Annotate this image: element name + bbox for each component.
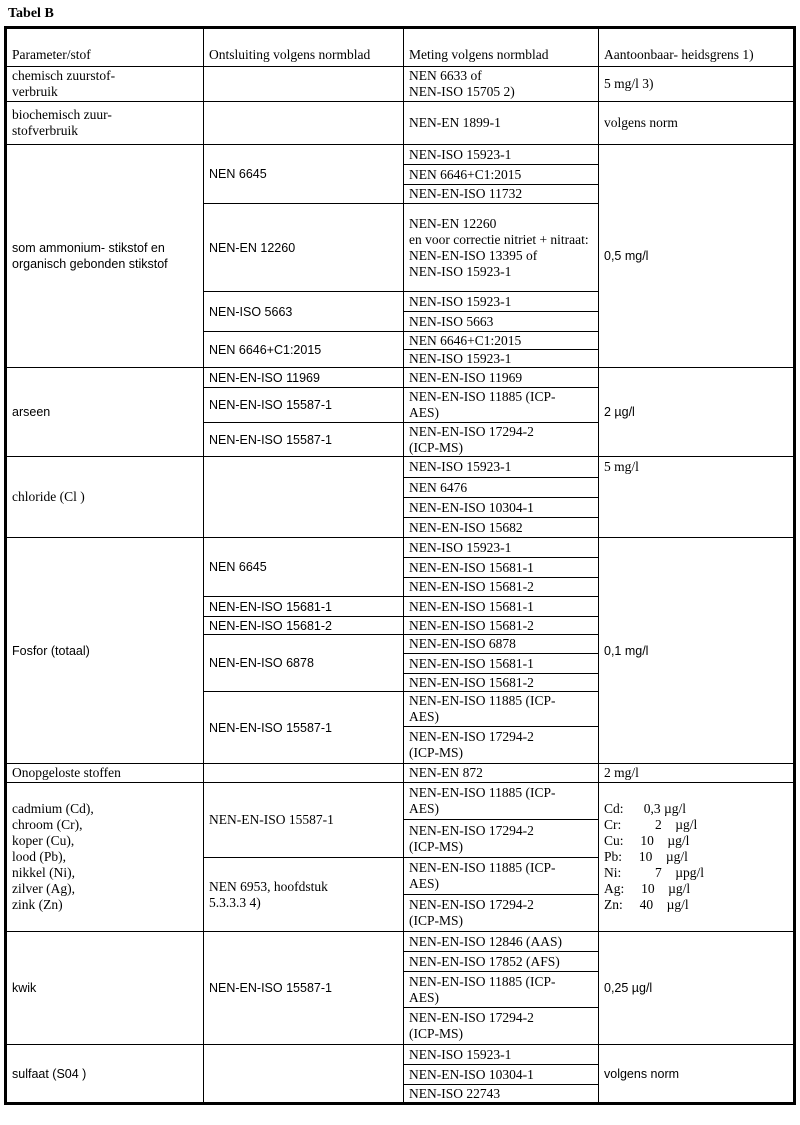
limit-cell: 0,1 mg/l — [599, 538, 795, 764]
parameter-cell: biochemisch zuur- stofverbruik — [6, 102, 204, 145]
header-limit: Aantoonbaar- heidsgrens 1) — [599, 28, 795, 67]
meting-cell: NEN-EN-ISO 11885 (ICP- AES) — [404, 692, 599, 727]
meting-cell: NEN-EN-ISO 6878 — [404, 635, 599, 654]
meting-cell: NEN-ISO 15923-1 — [404, 1045, 599, 1065]
table-row — [6, 457, 795, 478]
meting-cell: NEN-ISO 15923-1 — [404, 538, 599, 558]
parameter-cell: sulfaat (S04 ) — [6, 1045, 204, 1104]
ontsluiting-cell: NEN-EN-ISO 15681-1 — [204, 597, 404, 617]
meting-cell: NEN-EN-ISO 11969 — [404, 368, 599, 388]
meting-cell: NEN-ISO 15923-1 — [404, 350, 599, 368]
meting-cell: NEN-EN-ISO 17294-2 (ICP-MS) — [404, 727, 599, 764]
meting-cell: NEN-EN-ISO 17852 (AFS) — [404, 952, 599, 972]
ontsluiting-cell: NEN-EN-ISO 15587-1 — [204, 692, 404, 764]
limit-cell: 2 mg/l — [599, 764, 795, 783]
meting-cell: NEN-EN-ISO 11885 (ICP- AES) — [404, 388, 599, 423]
meting-cell: NEN-EN-ISO 15681-2 — [404, 578, 599, 597]
ontsluiting-cell: NEN-EN-ISO 6878 — [204, 635, 404, 692]
meting-cell: NEN-EN-ISO 17294-2 (ICP-MS) — [404, 820, 599, 858]
ontsluiting-cell: NEN 6645 — [204, 538, 404, 597]
limit-cell: volgens norm — [599, 102, 795, 145]
ontsluiting-cell — [204, 457, 404, 538]
meting-cell: NEN 6646+C1:2015 — [404, 332, 599, 350]
limit-cell: 2 µg/l — [599, 368, 795, 457]
parameter-cell: Onopgeloste stoffen — [6, 764, 204, 783]
ontsluiting-cell: NEN-EN-ISO 15587-1 — [204, 783, 404, 858]
meting-cell: NEN-EN 1899-1 — [404, 102, 599, 145]
meting-cell: NEN-EN-ISO 17294-2 (ICP-MS) — [404, 895, 599, 932]
parameter-cell: som ammonium- stikstof en organisch gebonden stikstof — [6, 145, 204, 368]
header-parameter: Parameter/stof — [6, 28, 204, 67]
meting-cell: NEN 6633 of NEN-ISO 15705 2) — [404, 67, 599, 102]
meting-cell: NEN-EN-ISO 15681-2 — [404, 674, 599, 692]
meting-cell: NEN 6646+C1:2015 — [404, 165, 599, 185]
meting-cell: NEN-ISO 22743 — [404, 1085, 599, 1104]
ontsluiting-cell: NEN-EN-ISO 15681-2 — [204, 617, 404, 635]
meting-cell: NEN-EN-ISO 12846 (AAS) — [404, 932, 599, 952]
table-row — [6, 932, 795, 952]
limit-cell: volgens norm — [599, 1045, 795, 1104]
table-row — [6, 1045, 795, 1065]
meting-cell: NEN-EN-ISO 11885 (ICP- AES) — [404, 972, 599, 1008]
parameter-cell: Fosfor (totaal) — [6, 538, 204, 764]
limit-cell: 0,25 µg/l — [599, 932, 795, 1045]
meting-cell: NEN-EN-ISO 17294-2 (ICP-MS) — [404, 1008, 599, 1045]
ontsluiting-cell: NEN-EN-ISO 15587-1 — [204, 423, 404, 457]
meting-cell: NEN-EN-ISO 10304-1 — [404, 1065, 599, 1085]
meting-cell: NEN-EN-ISO 15681-1 — [404, 597, 599, 617]
meting-cell: NEN-ISO 15923-1 — [404, 292, 599, 312]
ontsluiting-cell — [204, 67, 404, 102]
ontsluiting-cell: NEN 6646+C1:2015 — [204, 332, 404, 368]
meting-cell: NEN-EN-ISO 15682 — [404, 518, 599, 538]
meting-cell: NEN-EN-ISO 10304-1 — [404, 498, 599, 518]
header-meting: Meting volgens normblad — [404, 28, 599, 67]
meting-cell: NEN-EN-ISO 11732 — [404, 185, 599, 204]
ontsluiting-cell: NEN-EN 12260 — [204, 204, 404, 292]
parameter-cell: arseen — [6, 368, 204, 457]
norm-table — [4, 26, 796, 1105]
ontsluiting-cell: NEN-EN-ISO 11969 — [204, 368, 404, 388]
header-ontsluiting: Ontsluiting volgens normblad — [204, 28, 404, 67]
table-row — [6, 145, 795, 165]
ontsluiting-cell: NEN 6645 — [204, 145, 404, 204]
table-row — [6, 368, 795, 388]
ontsluiting-cell — [204, 1045, 404, 1104]
ontsluiting-cell — [204, 102, 404, 145]
meting-cell: NEN-EN-ISO 11885 (ICP- AES) — [404, 783, 599, 820]
table-row — [6, 67, 795, 102]
meting-cell: NEN-EN-ISO 15681-2 — [404, 617, 599, 635]
meting-cell: NEN-EN-ISO 15681-1 — [404, 558, 599, 578]
meting-cell: NEN-EN-ISO 11885 (ICP- AES) — [404, 858, 599, 895]
limit-cell: 5 mg/l — [599, 457, 795, 538]
ontsluiting-cell: NEN-EN-ISO 15587-1 — [204, 388, 404, 423]
limit-cell: Cd: 0,3 µg/l Cr: 2 µg/l Cu: 10 µg/l Pb: 10 µg/l Ni: 7 µpg/l Ag: 10 µg/l Zn: 40 µg/l — [599, 783, 795, 932]
table-header-row — [6, 28, 795, 67]
limit-cell: 0,5 mg/l — [599, 145, 795, 368]
table-row — [6, 764, 795, 783]
meting-cell: NEN-ISO 5663 — [404, 312, 599, 332]
parameter-cell: chemisch zuurstof- verbruik — [6, 67, 204, 102]
meting-cell: NEN 6476 — [404, 478, 599, 498]
table-row — [6, 538, 795, 558]
parameter-cell: cadmium (Cd), chroom (Cr), koper (Cu), lood (Pb), nikkel (Ni), zilver (Ag), zink (Zn) — [6, 783, 204, 932]
meting-cell: NEN-ISO 15923-1 — [404, 457, 599, 478]
parameter-cell: kwik — [6, 932, 204, 1045]
ontsluiting-cell: NEN 6953, hoofdstuk 5.3.3.3 4) — [204, 858, 404, 932]
ontsluiting-cell: NEN-ISO 5663 — [204, 292, 404, 332]
meting-cell: NEN-EN 12260 en voor correctie nitriet + nitraat: NEN-EN-ISO 13395 of NEN-ISO 15923-1 — [404, 204, 599, 292]
table-row — [6, 783, 795, 820]
parameter-cell: chloride (Cl ) — [6, 457, 204, 538]
meting-cell: NEN-EN 872 — [404, 764, 599, 783]
meting-cell: NEN-EN-ISO 17294-2 (ICP-MS) — [404, 423, 599, 457]
ontsluiting-cell — [204, 764, 404, 783]
table-row — [6, 102, 795, 145]
meting-cell: NEN-ISO 15923-1 — [404, 145, 599, 165]
ontsluiting-cell: NEN-EN-ISO 15587-1 — [204, 932, 404, 1045]
limit-cell: 5 mg/l 3) — [599, 67, 795, 102]
table-title: Tabel B — [8, 6, 54, 21]
meting-cell: NEN-EN-ISO 15681-1 — [404, 654, 599, 674]
